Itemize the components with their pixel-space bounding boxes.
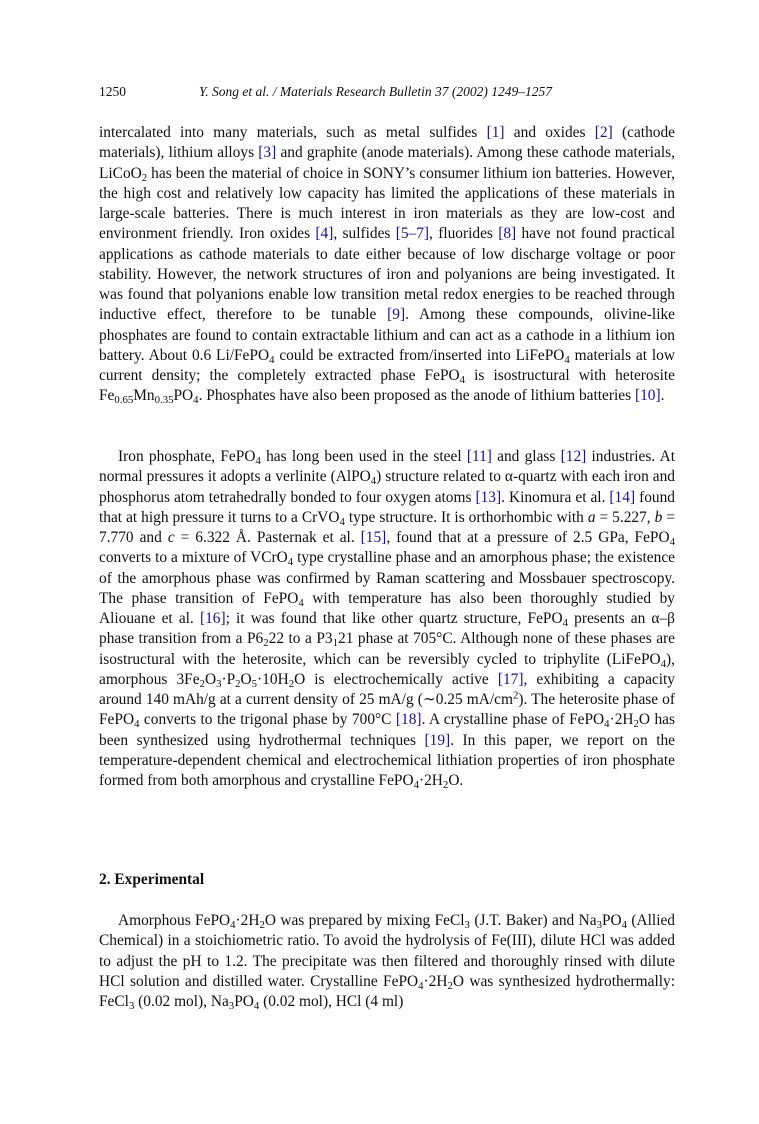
reference-link[interactable]: [1] xyxy=(486,124,505,141)
journal-citation: Y. Song et al. / Materials Research Bulletin 37 (2002) 1249–1257 xyxy=(199,84,552,99)
reference-link[interactable]: [4] xyxy=(315,225,334,243)
paragraph-experimental: Amorphous $FePO_4\cdot 2H_2O$ was prepared by mixing FeCl$_3$ (J.T. Baker) and $Na_3PO_4$ (Allied Chemical) in a stoichiometric ratio. To avoid the hydrolysis of Fe(III), dilute HCl was added to adjust the pH to 1.2. The precipitate was then filtered and thoroughly rinsed with dilute HCl solution and distilled water. Crystalline $FePO_4\cdot 2H_2O$ was synthesized hydrothermally: FeCl$_3$ (0.02 mol), $Na_3PO_4$ (0.02 mol), HCl (4 ml) xyxy=(99,912,676,1013)
paragraph-intro-continued: intercalated into many materials, such as metal sulfides [1] and oxides [2] (cathode materials), lithium alloys [3] and graphite (anode materials). Among these cathode materials, LiCoO$_2$ has been the material of choice in SONY’s consumer lithium ion batteries. However, the high cost and relatively low capacity has limited the applications of these materials in large-scale batteries. There is much interest in iron materials as they are low-cost and environment friendly. Iron oxides [4], sulfides [5–7], fluorides [8] have not found practical applications as cathode materials to date either because of low discharge voltage or poor stability. However, the network structures of iron and polyanions are being investigated. It was found that polyanions enable low transition metal redox energies to be reached through inductive effect, therefore to be tunable [9]. Among these compounds, olivine-like phosphates are found to contain extractable lithium and can act as a cathode in a lithium ion battery. About 0.6 Li/FePO$_4$ could be extracted from/inserted into LiFePO$_4$ materials at low current density; the completely extracted phase FePO$_4$ is isostructural with heterosite $Fe_{0.65}Mn_{0.35}PO_4$. Phosphates have also been proposed as the anode of lithium batteries [10]. xyxy=(99,124,676,407)
page-number: 1250 xyxy=(99,84,126,99)
reference-link[interactable]: [16] xyxy=(199,610,226,627)
reference-link[interactable]: [8] xyxy=(498,225,517,243)
reference-link[interactable]: [11] xyxy=(466,448,492,465)
reference-link[interactable]: [10] xyxy=(634,387,661,405)
reference-link[interactable]: [5–7] xyxy=(395,225,430,243)
reference-link[interactable]: [19] xyxy=(424,731,451,749)
reference-link[interactable]: [3] xyxy=(258,144,277,162)
reference-link[interactable]: [9] xyxy=(387,306,406,324)
reference-link[interactable]: [14] xyxy=(609,488,636,506)
reference-link[interactable]: [15] xyxy=(360,529,387,546)
reference-link[interactable]: [2] xyxy=(594,124,613,141)
reference-link[interactable]: [18] xyxy=(395,711,422,729)
paragraph-iron-phosphate: Iron phosphate, FePO$_4$ has long been used in the steel [11] and glass [12] industries. At normal pressures it adopts a verlinite (AlPO$_4$) structure related to α-quartz with each iron and phosphorus atom tetrahedrally bonded to four oxygen atoms [13]. Kinomura et al. [14] found that at high pressure it turns to a CrVO$_4$ type structure. It is orthorhombic with a = 5.227, b = 7.770 and c = 6.322 Å. Pasternak et al. [15], found that at a pressure of 2.5 GPa, FePO$_4$ converts to a mixture of VCrO$_4$ type crystalline phase and an amorphous phase; the existence of the amorphous phase was confirmed by Raman scattering and Mossbauer spectroscopy. The phase transition of FePO$_4$ with temperature has also been thoroughly studied by Aliouane et al. [16]; it was found that like other quartz structure, FePO$_4$ presents an α–β phase transition from a $P6_222$ to a $P3_121$ phase at 705°C. Although none of these phases are isostructural with the heterosite, which can be reversibly cycled to triphylite (LiFePO$_4$), amorphous $3Fe_2O_3\cdot P_2O_5\cdot 10H_2O$ is electrochemically active [17], exhibiting a capacity around 140 mAh/g at a current density of 25 mA/g (∼0.25 $mA/cm^2$). The heterosite phase of FePO$_4$ converts to the trigonal phase by 700°C [18]. A crystalline phase of $FePO_4\cdot 2H_2O$ has been synthesized using hydrothermal techniques [19]. In this paper, we report on the temperature-dependent chemical and electrochemical lithiation properties of iron phosphate formed from both amorphous and crystalline $FePO_4\cdot 2H_2O$. xyxy=(99,448,676,792)
reference-link[interactable]: [12] xyxy=(560,448,587,465)
reference-link[interactable]: [13] xyxy=(475,488,502,506)
reference-link[interactable]: [17] xyxy=(497,670,524,688)
section-heading: 2. Experimental xyxy=(99,871,205,888)
running-header xyxy=(99,84,679,104)
